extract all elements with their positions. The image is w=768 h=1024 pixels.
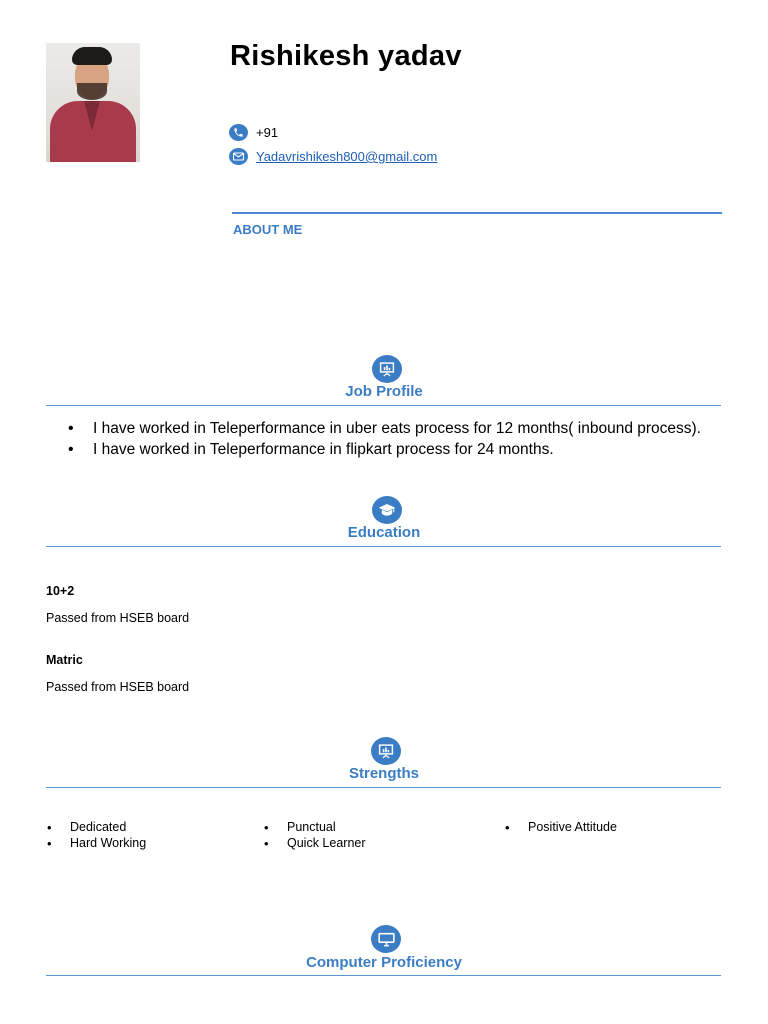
job-profile-title: Job Profile <box>345 383 423 400</box>
phone-number: +91 <box>256 125 279 140</box>
email-link[interactable]: Yadavrishikesh800@gmail.com <box>256 149 438 164</box>
education-heading: Matric <box>46 653 83 667</box>
list-item: • I have worked in Teleperformance in flipkart process for 24 months. <box>66 439 716 460</box>
education-heading: 10+2 <box>46 584 75 598</box>
graduation-cap-icon <box>372 496 402 524</box>
profile-photo <box>46 43 140 162</box>
about-divider <box>232 212 722 214</box>
strength-item: • Hard Working <box>70 836 146 850</box>
strengths-title: Strengths <box>348 765 419 782</box>
strength-item: • Dedicated <box>70 820 126 834</box>
computer-proficiency-divider <box>46 975 721 976</box>
education-detail: Passed from HSEB board <box>46 611 190 625</box>
education-detail: Passed from HSEB board <box>46 680 190 694</box>
presentation-board-icon <box>371 737 401 765</box>
envelope-icon <box>229 148 248 165</box>
strength-item: • Quick Learner <box>287 836 366 850</box>
list-item: • I have worked in Teleperformance in uber eats process for 12 months( inbound process). <box>66 418 716 439</box>
strengths-divider <box>46 787 721 788</box>
education-divider <box>46 546 721 547</box>
strength-item: • Punctual <box>287 820 336 834</box>
job-profile-divider <box>46 405 721 406</box>
strength-item: • Positive Attitude <box>528 820 617 834</box>
candidate-name: Rishikesh yadav <box>230 40 462 72</box>
presentation-board-icon <box>372 355 402 383</box>
about-me-title: ABOUT ME <box>233 222 303 237</box>
job-profile-list <box>66 418 716 460</box>
computer-proficiency-title: Computer Proficiency <box>306 954 462 971</box>
education-title: Education <box>347 524 421 541</box>
phone-icon <box>229 124 248 141</box>
monitor-icon <box>371 925 401 953</box>
